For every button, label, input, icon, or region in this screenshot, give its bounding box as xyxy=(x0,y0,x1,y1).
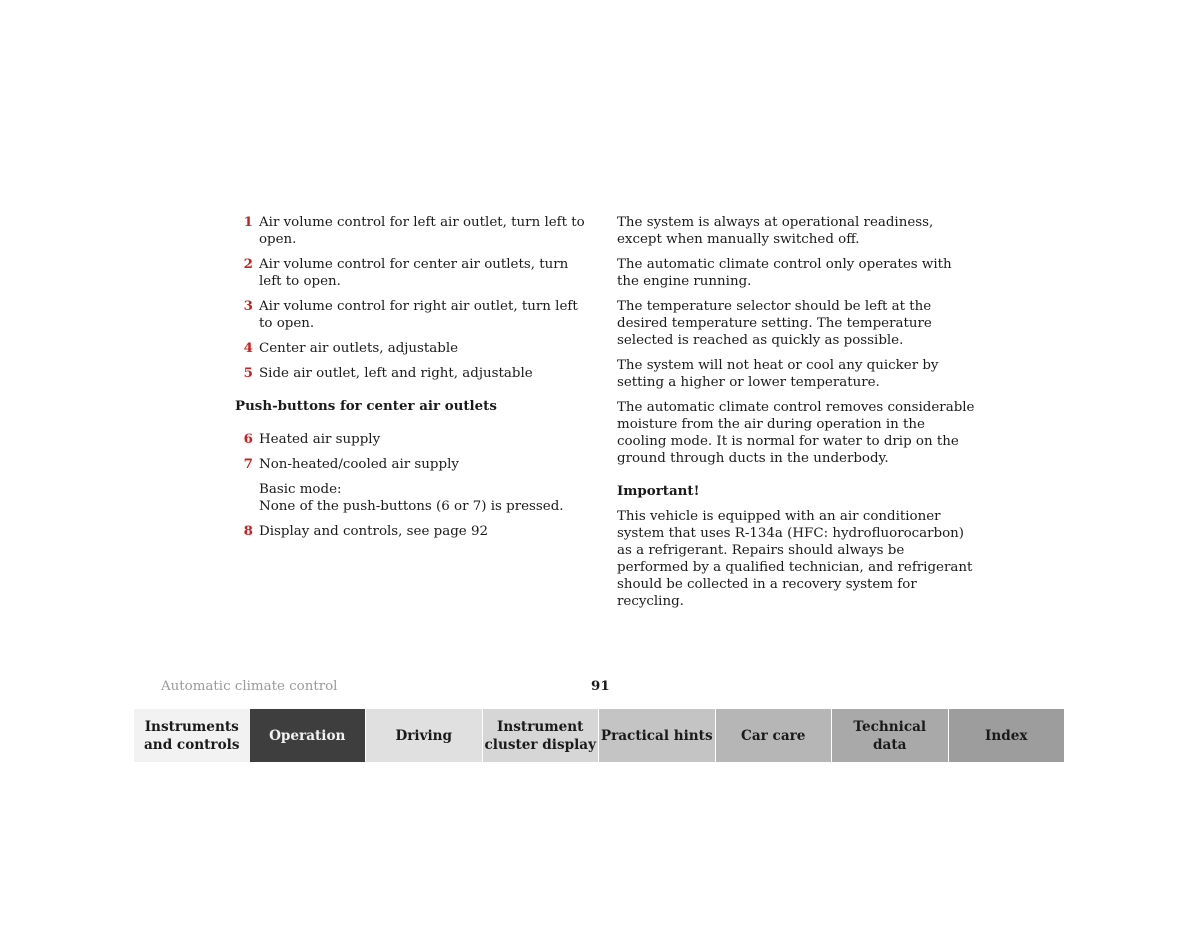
footer-section-title: Automatic climate control xyxy=(161,679,338,694)
tab-index[interactable] xyxy=(948,709,1065,762)
legend-text: Air volume control for left air outlet, turn left to open. xyxy=(259,215,585,247)
legend-item-7 xyxy=(235,456,595,473)
tab-label: Practical hints xyxy=(600,727,713,744)
paragraph: The temperature selector should be left at the desired temperature setting. The temperature selected is reached as quickly as possible. xyxy=(617,299,932,348)
tab-driving[interactable] xyxy=(365,709,482,762)
paragraph: The system will not heat or cool any quicker by setting a higher or lower temperature. xyxy=(617,358,939,390)
important-heading: Important! xyxy=(617,483,700,499)
push-buttons-heading: Push-buttons for center air outlets xyxy=(235,398,497,414)
basic-mode-label: Basic mode: xyxy=(259,482,342,497)
legend-number: 1 xyxy=(243,214,253,230)
tab-label: Index xyxy=(984,727,1028,744)
legend-number: 2 xyxy=(243,256,253,272)
section-tab-bar xyxy=(134,709,1064,762)
legend-item-8 xyxy=(235,523,595,540)
paragraph: The automatic climate control only operates with the engine running. xyxy=(617,257,952,289)
legend-text: Air volume control for center air outlets, turn left to open. xyxy=(259,257,569,289)
tab-label: Operation xyxy=(269,727,346,744)
legend-text: Display and controls, see page 92 xyxy=(259,524,489,539)
paragraph: The system is always at operational readiness, except when manually switched off. xyxy=(617,215,934,247)
tab-practical-hints[interactable] xyxy=(598,709,715,762)
tab-instruments-and-controls[interactable] xyxy=(134,709,250,762)
tab-operation[interactable] xyxy=(250,709,366,762)
legend-item-6 xyxy=(235,431,595,448)
legend-text: Side air outlet, left and right, adjustable xyxy=(259,366,533,381)
legend-number: 7 xyxy=(243,456,253,472)
basic-mode-note xyxy=(235,481,595,515)
legend-number: 6 xyxy=(243,431,253,447)
tab-label: Driving xyxy=(395,727,453,744)
tab-label: Technical data xyxy=(853,718,927,753)
legend-item-4 xyxy=(235,340,595,357)
legend-number: 4 xyxy=(243,340,253,356)
legend-text: Non-heated/cooled air supply xyxy=(259,457,459,472)
legend-number: 3 xyxy=(243,298,253,314)
legend-number: 8 xyxy=(243,523,253,539)
legend-number: 5 xyxy=(243,365,253,381)
tab-technical-data[interactable] xyxy=(831,709,948,762)
legend-text: Air volume control for right air outlet, turn left to open. xyxy=(259,299,578,331)
right-column xyxy=(617,214,977,618)
tab-label: Car care xyxy=(741,727,806,744)
tab-label: Instrument cluster display xyxy=(484,718,596,753)
legend-text: Heated air supply xyxy=(259,432,381,447)
tab-car-care[interactable] xyxy=(715,709,832,762)
tab-label: Instruments and controls xyxy=(144,718,240,753)
basic-mode-text: None of the push-buttons (6 or 7) is pressed. xyxy=(259,499,564,514)
page-number: 91 xyxy=(591,678,610,694)
legend-item-3 xyxy=(235,298,595,332)
legend-text: Center air outlets, adjustable xyxy=(259,341,459,356)
legend-item-5 xyxy=(235,365,595,382)
legend-item-1 xyxy=(235,214,595,248)
legend-item-2 xyxy=(235,256,595,290)
paragraph: The automatic climate control removes considerable moisture from the air during operation in the cooling mode. It is normal for water to drip on the ground through ducts in the underbody. xyxy=(617,400,975,466)
left-column xyxy=(235,214,595,548)
tab-instrument-cluster-display[interactable] xyxy=(482,709,599,762)
important-text: This vehicle is equipped with an air conditioner system that uses R-134a (HFC: hydrofluorocarbon) as a refrigerant. Repairs should always be performed by a qualified technician, and refrigerant should be collected in a recovery system for recycling. xyxy=(617,509,973,609)
